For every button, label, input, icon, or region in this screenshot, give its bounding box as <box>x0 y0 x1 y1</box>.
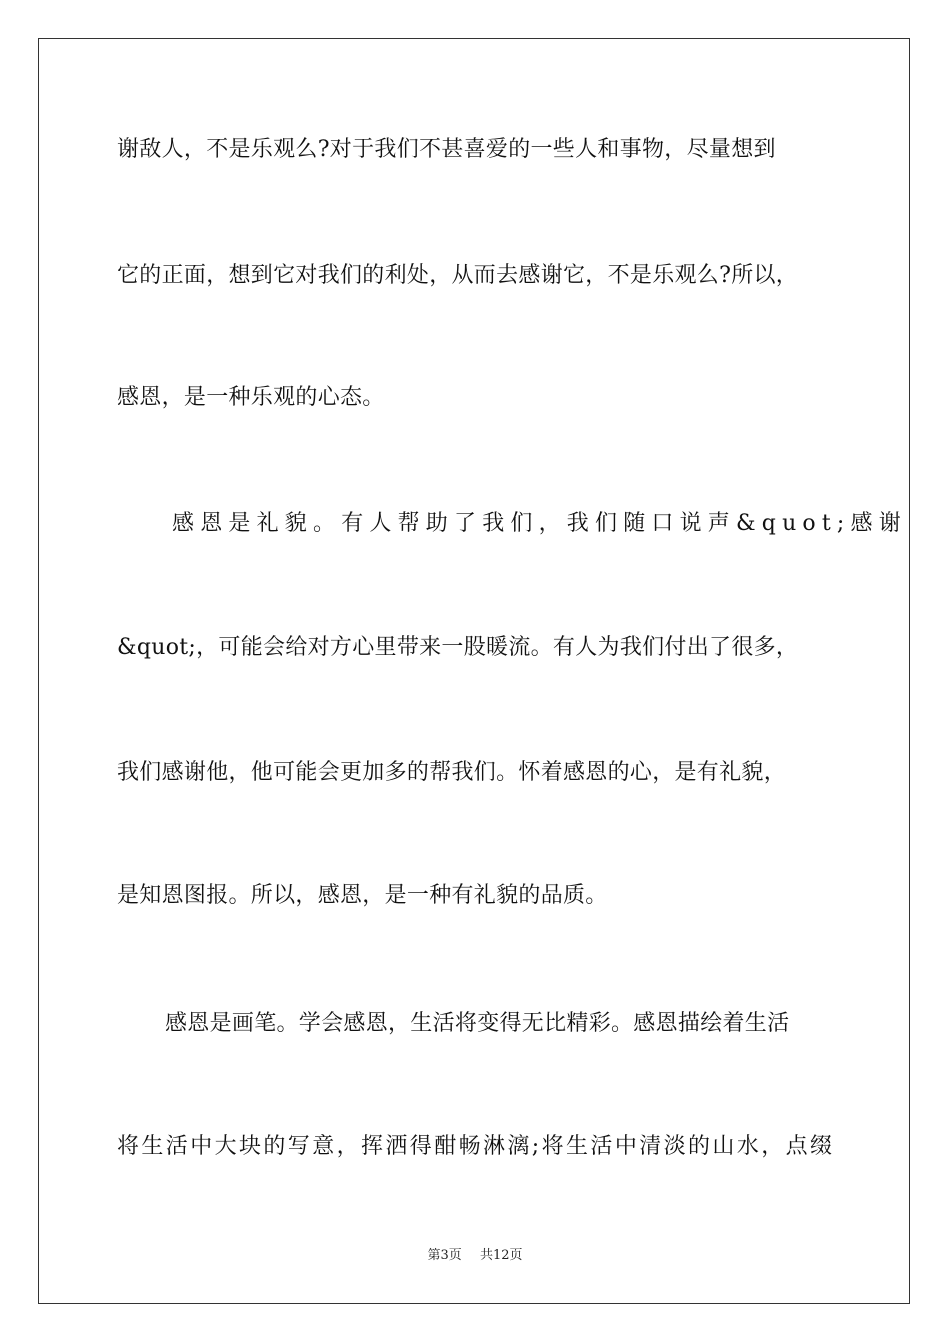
page-border <box>38 38 910 1304</box>
text-line-5: &quot;，可能会给对方心里带来一股暖流。有人为我们付出了很多， <box>117 635 799 660</box>
page-footer <box>0 1247 950 1265</box>
page-total: 共12页 <box>479 1248 523 1263</box>
text-line-2: 它的正面，想到它对我们的利处，从而去感谢它，不是乐观么?所以， <box>117 263 799 288</box>
paragraph-start-courtesy: 感恩是礼貌。有人帮助了我们，我们随口说声&quot;感谢 <box>172 511 907 536</box>
text-line-7: 是知恩图报。所以，感恩，是一种有礼貌的品质。 <box>117 883 608 908</box>
text-line-3: 感恩，是一种乐观的心态。 <box>117 385 385 410</box>
text-line-9: 将生活中大块的写意，挥洒得酣畅淋漓;将生活中清淡的山水，点缀 <box>117 1134 835 1159</box>
text-line-6: 我们感谢他，他可能会更加多的帮我们。怀着感恩的心，是有礼貌， <box>117 760 787 785</box>
text-line-1: 谢敌人，不是乐观么?对于我们不甚喜爱的一些人和事物，尽量想到 <box>117 137 776 162</box>
page-number: 第3页 <box>427 1248 462 1263</box>
paragraph-start-brush: 感恩是画笔。学会感恩，生活将变得无比精彩。感恩描绘着生活 <box>165 1011 790 1036</box>
